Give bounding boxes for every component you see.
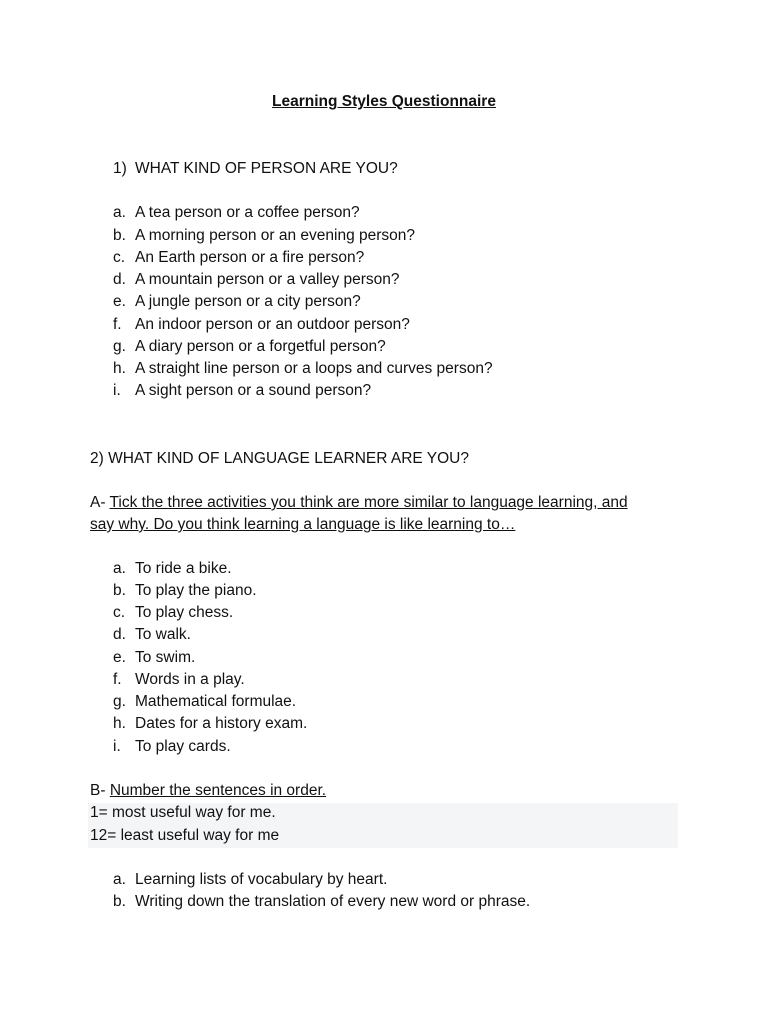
list-letter: d. xyxy=(113,271,126,288)
list-item xyxy=(113,204,360,226)
partB-prefix: B- xyxy=(90,782,110,799)
list-letter: e. xyxy=(113,649,126,666)
list-item xyxy=(113,560,232,582)
list-letter: c. xyxy=(113,249,126,266)
list-letter: b. xyxy=(113,893,126,910)
list-text: To swim. xyxy=(135,649,196,666)
list-letter: g. xyxy=(113,693,126,710)
list-letter: a. xyxy=(113,204,126,221)
list-item xyxy=(113,649,195,671)
list-letter: d. xyxy=(113,626,126,643)
list-item xyxy=(113,671,245,693)
partA-instruction-line1 xyxy=(90,494,628,512)
list-item xyxy=(113,316,410,338)
list-text: A straight line person or a loops and curves person? xyxy=(135,360,493,377)
list-letter: c. xyxy=(113,604,126,621)
list-text: An indoor person or an outdoor person? xyxy=(135,316,410,333)
list-text: Dates for a history exam. xyxy=(135,715,308,732)
list-text: A jungle person or a city person? xyxy=(135,293,361,310)
partA-instruction-line2: say why. Do you think learning a language is like learning to… xyxy=(90,516,516,533)
list-letter: a. xyxy=(113,560,126,577)
partA-prefix: A- xyxy=(90,494,110,511)
list-letter: f. xyxy=(113,671,122,688)
document-title: Learning Styles Questionnaire xyxy=(272,93,496,110)
list-text: A diary person or a forgetful person? xyxy=(135,338,386,355)
section2-heading: 2) WHAT KIND OF LANGUAGE LEARNER ARE YOU? xyxy=(90,450,469,467)
list-item xyxy=(113,582,257,604)
scale-most-useful: 1= most useful way for me. xyxy=(90,804,276,821)
list-letter: h. xyxy=(113,715,126,732)
list-letter: f. xyxy=(113,316,122,333)
partB-instruction xyxy=(90,782,326,800)
list-text: Words in a play. xyxy=(135,671,245,688)
list-letter: g. xyxy=(113,338,126,355)
list-item xyxy=(113,249,364,271)
list-text: A tea person or a coffee person? xyxy=(135,204,360,221)
list-item xyxy=(113,893,530,915)
list-text: A morning person or an evening person? xyxy=(135,227,416,244)
list-item xyxy=(113,738,231,760)
list-text: An Earth person or a fire person? xyxy=(135,249,365,266)
list-text: Mathematical formulae. xyxy=(135,693,297,710)
list-item xyxy=(113,271,400,293)
list-letter: a. xyxy=(113,871,126,888)
partA-line1-text: Tick the three activities you think are more similar to language learning, and xyxy=(109,494,628,511)
section1-heading xyxy=(113,160,398,178)
list-letter: b. xyxy=(113,582,126,599)
list-item xyxy=(113,382,371,404)
section1-number: 1) xyxy=(113,160,127,177)
list-item xyxy=(113,604,233,626)
list-item xyxy=(113,360,493,382)
list-text: Writing down the translation of every new word or phrase. xyxy=(135,893,531,910)
list-text: To ride a bike. xyxy=(135,560,232,577)
list-item xyxy=(113,693,296,715)
list-item xyxy=(113,338,386,360)
list-text: To play cards. xyxy=(135,738,231,755)
list-letter: e. xyxy=(113,293,126,310)
scale-least-useful: 12= least useful way for me xyxy=(90,827,280,844)
list-text: A sight person or a sound person? xyxy=(135,382,372,399)
section1-heading-text: WHAT KIND OF PERSON ARE YOU? xyxy=(135,160,398,177)
list-item xyxy=(113,715,307,737)
list-item xyxy=(113,293,361,315)
list-text: To play chess. xyxy=(135,604,234,621)
partB-instruction-text: Number the sentences in order. xyxy=(109,782,327,799)
list-item xyxy=(113,626,191,648)
list-item xyxy=(113,871,387,893)
list-text: To walk. xyxy=(135,626,191,643)
list-text: A mountain person or a valley person? xyxy=(135,271,400,288)
list-letter: h. xyxy=(113,360,126,377)
list-letter: i. xyxy=(113,738,121,755)
list-letter: b. xyxy=(113,227,126,244)
list-text: Learning lists of vocabulary by heart. xyxy=(135,871,388,888)
list-letter: i. xyxy=(113,382,121,399)
list-text: To play the piano. xyxy=(135,582,257,599)
list-item xyxy=(113,227,415,249)
